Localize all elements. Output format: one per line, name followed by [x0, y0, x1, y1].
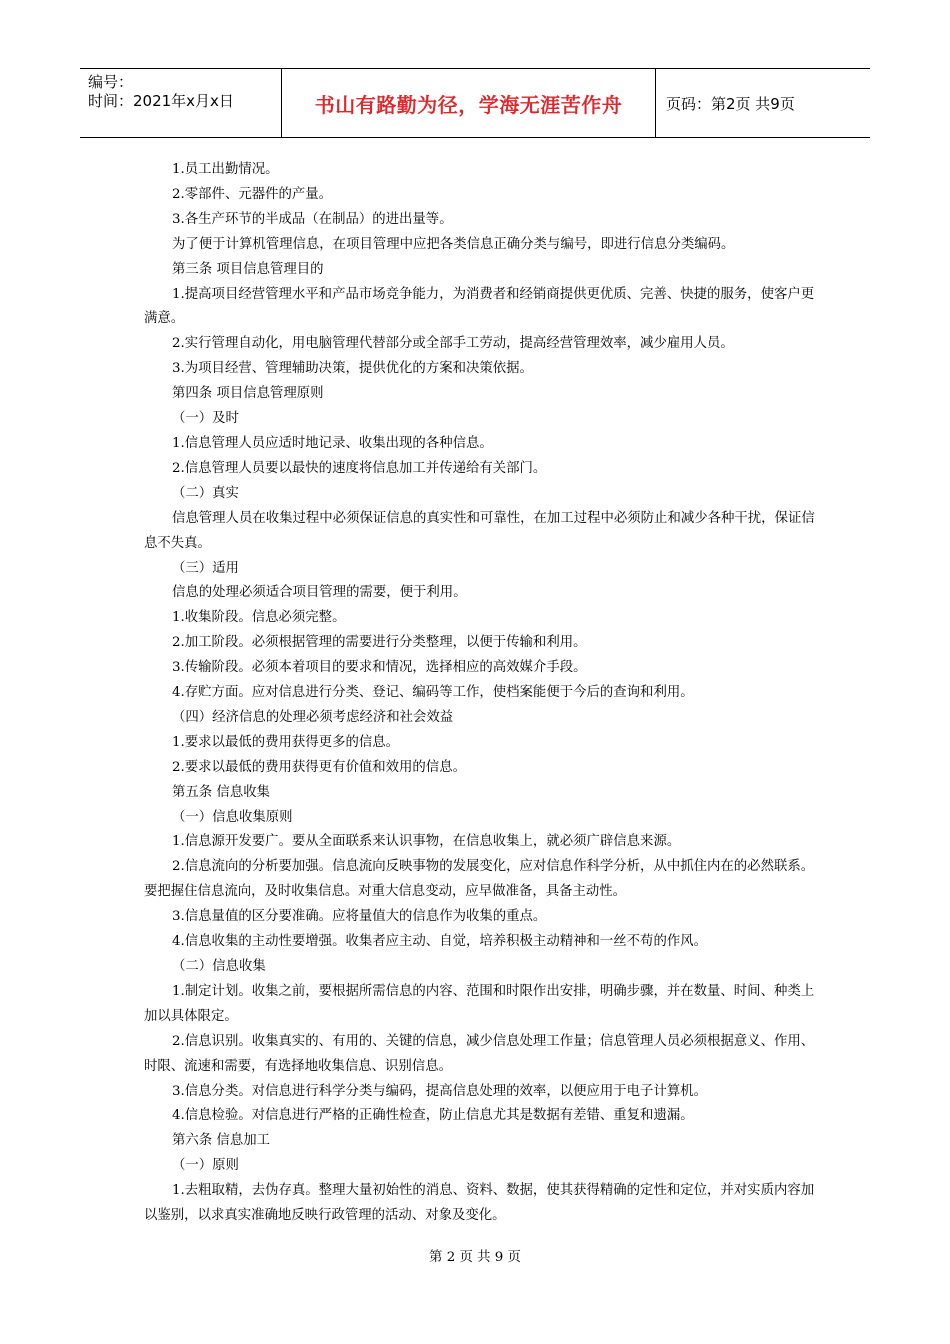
body-paragraph: 1.收集阶段。信息必须完整。 [172, 610, 346, 626]
body-paragraph: 3.信息分类。对信息进行科学分类与编码，提高信息处理的效率，以便应用于电子计算机。 [172, 1083, 708, 1099]
body-paragraph: 第三条 项目信息管理目的 [172, 261, 324, 277]
body-paragraph: 4.信息检验。对信息进行严格的正确性检查，防止信息尤其是数据有差错、重复和遗漏。 [172, 1108, 694, 1124]
body-paragraph: 2.信息识别。收集真实的、有用的、关键的信息，减少信息处理工作量；信息管理人员必须根据意义、作用、时限、流速和需要，有选择地收集信息、识别信息。 [144, 1033, 815, 1074]
body-paragraph: 信息的处理必须适合项目管理的需要，便于利用。 [172, 585, 467, 601]
body-paragraph: 2.信息管理人员要以最快的速度将信息加工并传递给有关部门。 [172, 460, 547, 476]
body-paragraph: 第四条 项目信息管理原则 [172, 386, 324, 402]
body-paragraph: （一）信息收集原则 [172, 809, 293, 825]
header-page-number: 页码：第2页 共9页 [666, 94, 795, 113]
body-paragraph: 4.存贮方面。应对信息进行分类、登记、编码等工作，使档案能便于今后的查询和利用。 [172, 685, 694, 701]
body-paragraph: 2.要求以最低的费用获得更有价值和效用的信息。 [172, 759, 466, 775]
body-paragraph: 3.为项目经营、管理辅助决策，提供优化的方案和决策依据。 [172, 361, 533, 377]
body-paragraph: （一）及时 [172, 411, 239, 427]
body-paragraph: 4.信息收集的主动性要增强。收集者应主动、自觉，培养积极主动精神和一丝不苟的作风。 [172, 934, 708, 950]
body-paragraph: （二）真实 [172, 485, 239, 501]
body-paragraph: 为了便于计算机管理信息，在项目管理中应把各类信息正确分类与编号，即进行信息分类编码。 [172, 236, 735, 252]
body-paragraph: 1.制定计划。收集之前，要根据所需信息的内容、范围和时限作出安排，明确步骤，并在数量、时间、种类上加以具体限定。 [144, 983, 815, 1024]
body-paragraph: 2.实行管理自动化，用电脑管理代替部分或全部手工劳动，提高经营管理效率，减少雇用人员。 [172, 336, 734, 352]
body-paragraph: 信息管理人员在收集过程中必须保证信息的真实性和可靠性，在加工过程中必须防止和减少各种干扰，保证信息不失真。 [144, 510, 815, 551]
body-paragraph: （四）经济信息的处理必须考虑经济和社会效益 [172, 709, 454, 725]
body-paragraph: 1.要求以最低的费用获得更多的信息。 [172, 734, 400, 750]
body-paragraph: 第六条 信息加工 [172, 1133, 270, 1149]
document-date-label: 时间：2021年x月x日 [88, 92, 234, 110]
page-header [80, 68, 870, 138]
body-paragraph: 3.信息量值的区分要准确。应将量值大的信息作为收集的重点。 [172, 909, 547, 925]
body-paragraph: （二）信息收集 [172, 959, 266, 974]
body-paragraph: （一）原则 [172, 1158, 239, 1174]
body-paragraph: 1.信息源开发要广。要从全面联系来认识事物，在信息收集上，就必须广辟信息来源。 [172, 834, 681, 850]
body-paragraph: 1.去粗取精，去伪存真。整理大量初始性的消息、资料、数据，使其获得精确的定性和定位，并对实质内容加以鉴别，以求真实准确地反映行政管理的活动、对象及变化。 [144, 1183, 815, 1224]
body-paragraph: 2.零部件、元器件的产量。 [172, 186, 333, 202]
page-footer: 第 2 页 共 9 页 [429, 1250, 521, 1265]
header-meta [80, 69, 282, 137]
header-motto: 书山有路勤为径，学海无涯苦作舟 [282, 69, 656, 137]
document-number-label: 编号： [88, 73, 134, 91]
body-paragraph: 2.加工阶段。必须根据管理的需要进行分类整理，以便于传输和利用。 [172, 635, 587, 651]
body-paragraph: 1.信息管理人员应适时地记录、收集出现的各种信息。 [172, 435, 493, 451]
body-paragraph: （三）适用 [172, 560, 239, 576]
document-body [144, 158, 820, 1229]
body-paragraph: 1.员工出勤情况。 [172, 162, 279, 177]
body-paragraph: 3.传输阶段。必须本着项目的要求和情况，选择相应的高效媒介手段。 [172, 660, 587, 676]
body-paragraph: 3.各生产环节的半成品（在制品）的进出量等。 [172, 211, 453, 227]
body-paragraph: 第五条 信息收集 [172, 784, 270, 800]
body-paragraph: 2.信息流向的分析要加强。信息流向反映事物的发展变化，应对信息作科学分析，从中抓住内在的必然联系。要把握住信息流向，及时收集信息。对重大信息变动，应早做准备，具备主动性。 [144, 859, 815, 900]
body-paragraph: 1.提高项目经营管理水平和产品市场竞争能力，为消费者和经销商提供更优质、完善、快捷的服务，使客户更满意。 [144, 286, 815, 327]
